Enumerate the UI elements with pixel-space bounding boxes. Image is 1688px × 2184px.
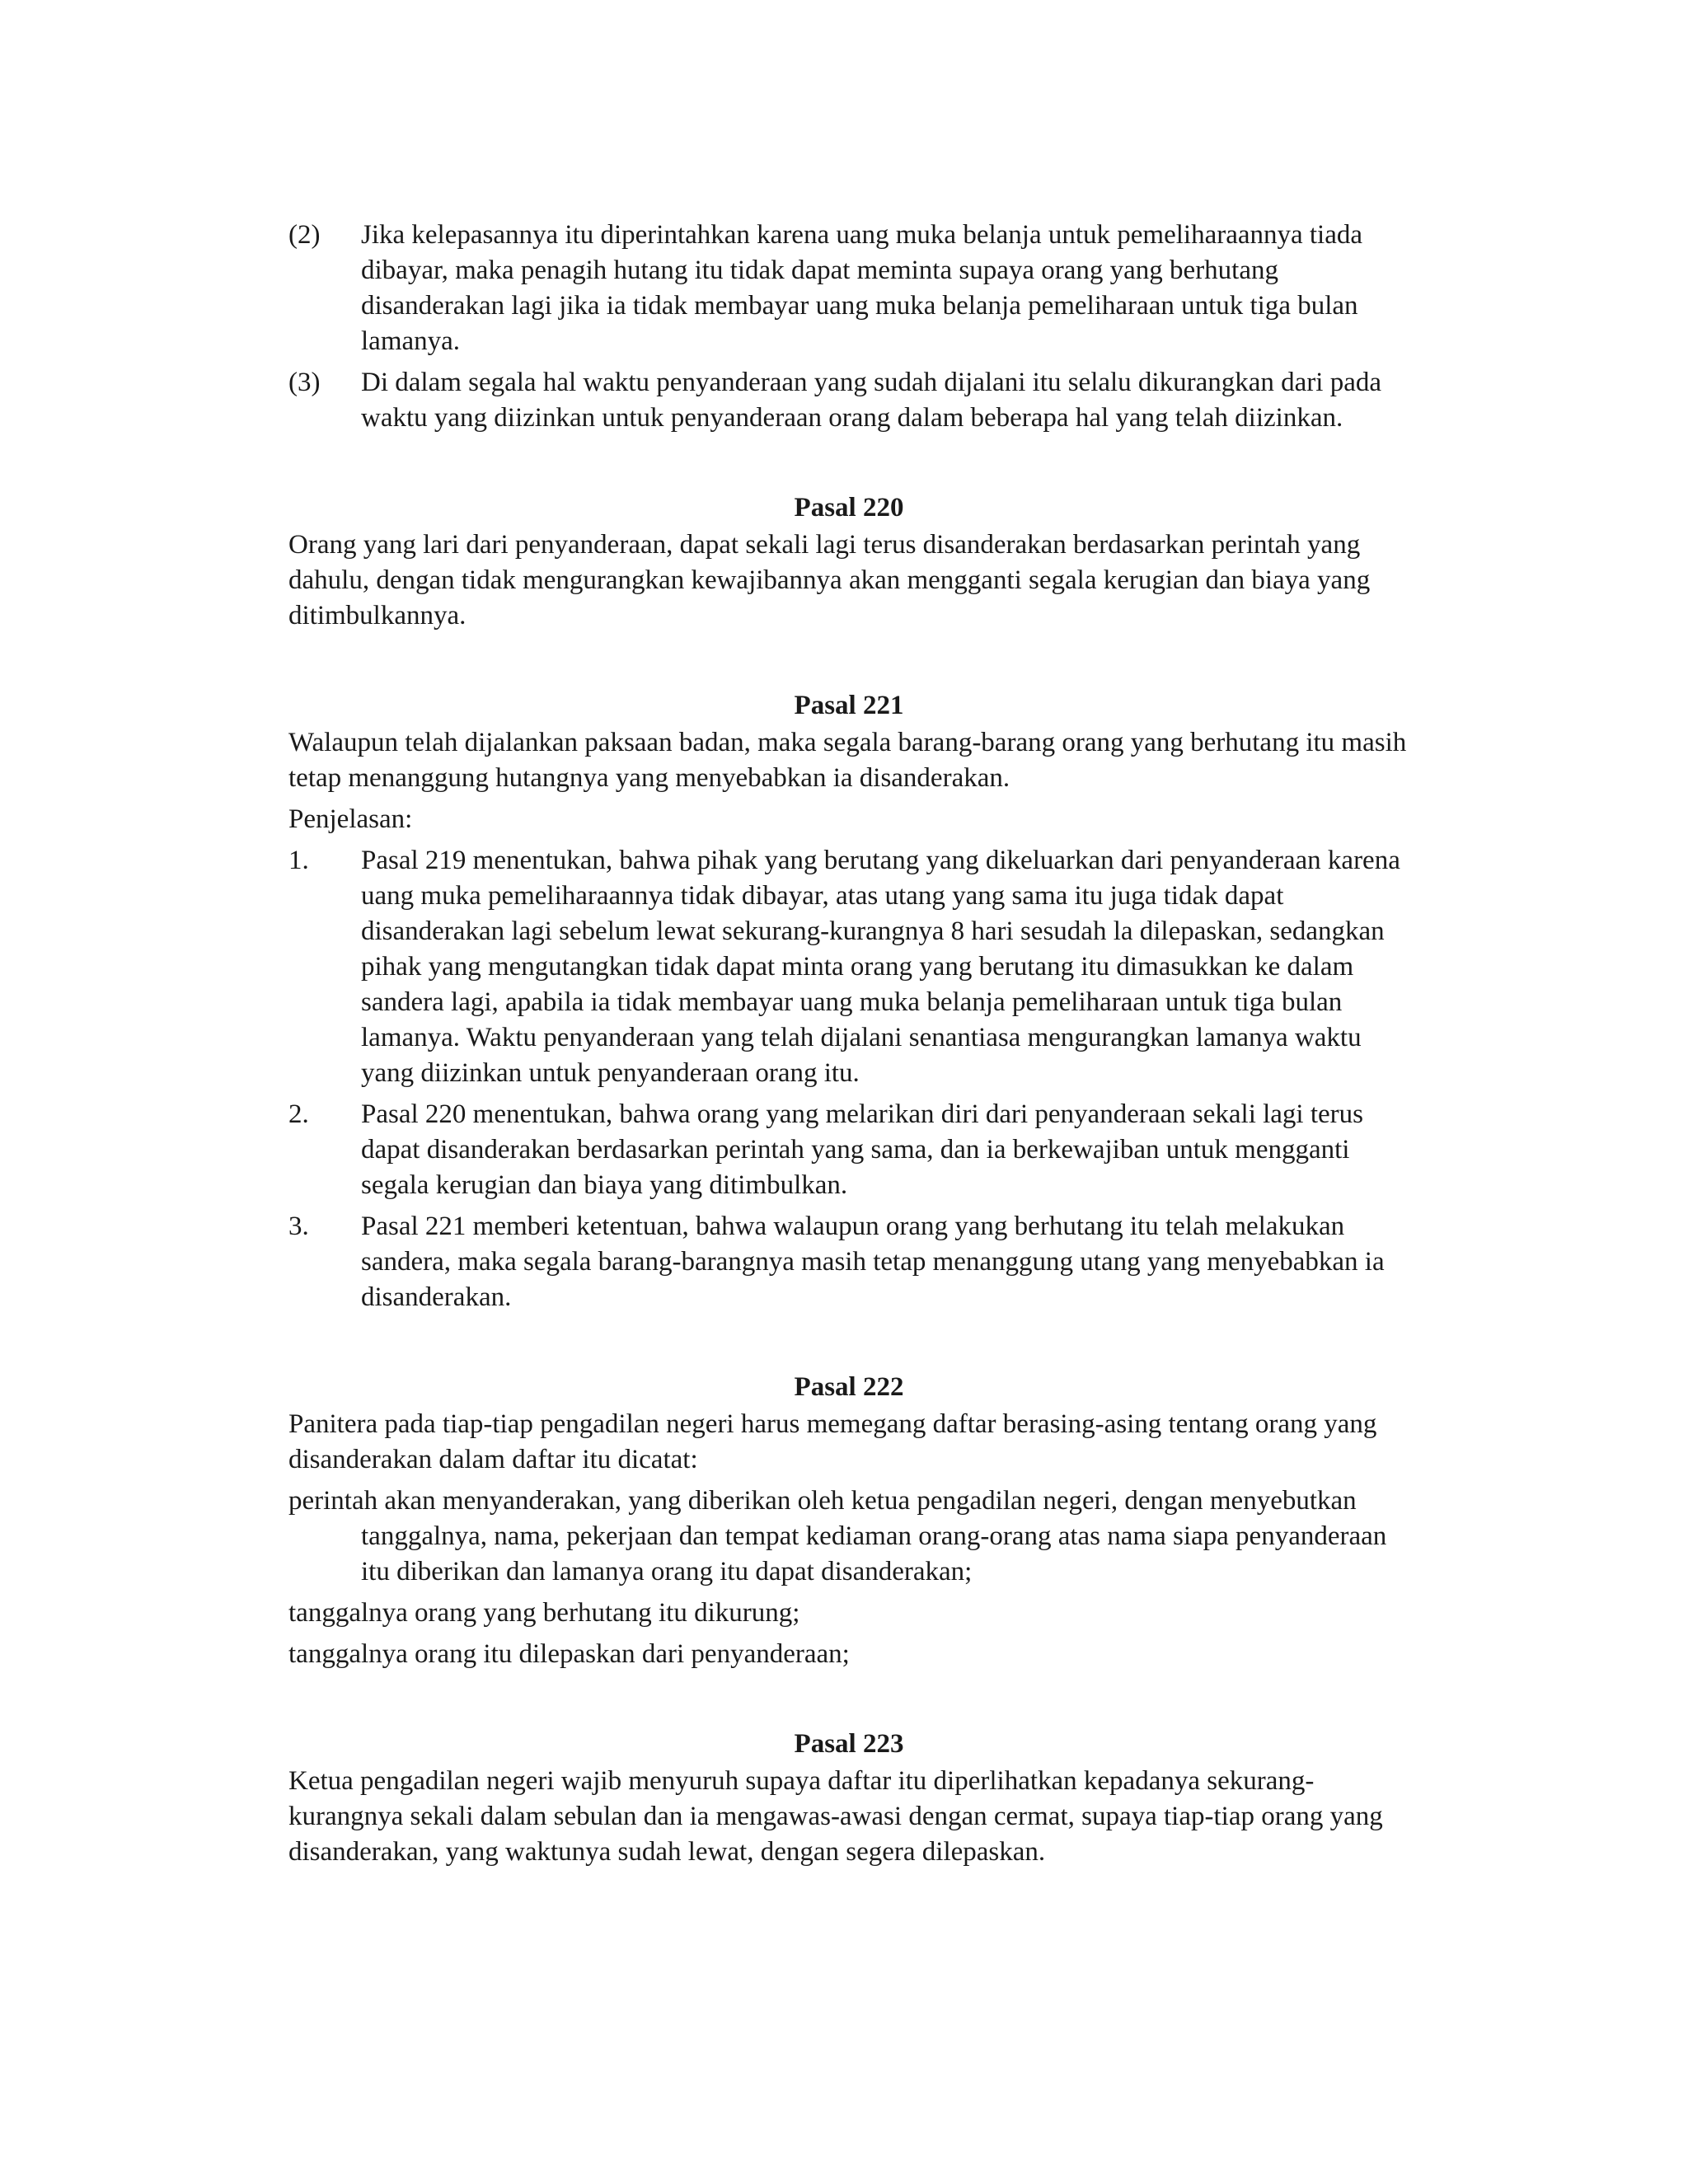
item-number: 2. bbox=[288, 1099, 309, 1129]
section-body-pasal-223: Ketua pengadilan negeri wajib menyuruh supaya daftar itu diperlihatkan kepadanya sekurang-kurangnya sekali dalam sebulan dan ia mengawas-awasi dengan cermat, supaya tiap-tiap orang yang disanderakan, yang waktunya sudah lewat, dengan segera dilepaskan. bbox=[288, 1766, 1383, 1867]
list-item bbox=[288, 1097, 1409, 1203]
document-page bbox=[288, 218, 1409, 1876]
register-entry: perintah akan menyanderakan, yang diberikan oleh ketua pengadilan negeri, dengan menyebutkan tanggalnya, nama, pekerjaan dan tempat kediaman orang-orang atas nama siapa penyanderaan itu diberikan dan lamanya orang itu dapat disanderakan; bbox=[288, 1486, 1387, 1586]
item-number: 3. bbox=[288, 1212, 309, 1241]
item-number: (2) bbox=[288, 220, 321, 250]
list-item bbox=[288, 218, 1409, 359]
item-number: (3) bbox=[288, 368, 321, 397]
item-text: Di dalam segala hal waktu penyanderaan yang sudah dijalani itu selalu dikurangkan dari pada waktu yang diizinkan untuk penyanderaan orang dalam beberapa hal yang telah diizinkan. bbox=[361, 368, 1381, 433]
item-text: Pasal 219 menentukan, bahwa pihak yang berutang yang dikeluarkan dari penyanderaan karena uang muka pemeliharaannya tidak dibayar, atas utang yang sama itu juga tidak dapat disanderakan lagi sebelum lewat sekurang-kurangnya 8 hari sesudah la dilepaskan, sedangkan pihak yang mengutangkan tidak dapat minta orang yang berutang itu dimasukkan ke dalam sandera lagi, apabila ia tidak membayar uang muka belanja pemeliharaan untuk tiga bulan lamanya. Waktu penyanderaan yang telah dijalani senantiasa mengurangkan lamanya waktu yang diizinkan untuk penyanderaan orang itu. bbox=[361, 846, 1400, 1088]
section-body-pasal-221: Walaupun telah dijalankan paksaan badan, maka segala barang-barang orang yang berhutang itu masih tetap menanggung hutangnya yang menyebabkan ia disanderakan. bbox=[288, 728, 1407, 793]
list-item bbox=[288, 843, 1409, 1091]
list-item bbox=[288, 1209, 1409, 1315]
section-title-pasal-222: Pasal 222 bbox=[794, 1372, 904, 1402]
item-text: Pasal 221 memberi ketentuan, bahwa walaupun orang yang berhutang itu telah melakukan sandera, maka segala barang-barangnya masih tetap menanggung utang yang menyebabkan ia disanderakan. bbox=[361, 1212, 1385, 1312]
section-body-pasal-220: Orang yang lari dari penyanderaan, dapat sekali lagi terus disanderakan berdasarkan perintah yang dahulu, dengan tidak mengurangkan kewajibannya akan mengganti segala kerugian dan biaya yang ditimbulkannya. bbox=[288, 530, 1371, 630]
section-title-pasal-220: Pasal 220 bbox=[794, 493, 904, 523]
item-number: 1. bbox=[288, 846, 309, 875]
register-entry: tanggalnya orang yang berhutang itu dikurung; bbox=[288, 1598, 800, 1628]
explanation-label: Penjelasan: bbox=[288, 804, 413, 834]
section-body-pasal-222: Panitera pada tiap-tiap pengadilan negeri harus memegang daftar berasing-asing tentang orang yang disanderakan dalam daftar itu dicatat: bbox=[288, 1409, 1377, 1474]
section-title-pasal-221: Pasal 221 bbox=[794, 691, 904, 720]
section-title-pasal-223: Pasal 223 bbox=[794, 1729, 904, 1759]
register-entry: tanggalnya orang itu dilepaskan dari penyanderaan; bbox=[288, 1639, 850, 1669]
list-item bbox=[288, 365, 1409, 436]
item-text: Pasal 220 menentukan, bahwa orang yang melarikan diri dari penyanderaan sekali lagi terus dapat disanderakan berdasarkan perintah yang sama, dan ia berkewajiban untuk mengganti segala kerugian dan biaya yang ditimbulkan. bbox=[361, 1099, 1363, 1200]
item-text: Jika kelepasannya itu diperintahkan karena uang muka belanja untuk pemeliharaannya tiada dibayar, maka penagih hutang itu tidak dapat meminta supaya orang yang berhutang disanderakan lagi jika ia tidak membayar uang muka belanja pemeliharaan untuk tiga bulan lamanya. bbox=[361, 220, 1363, 356]
